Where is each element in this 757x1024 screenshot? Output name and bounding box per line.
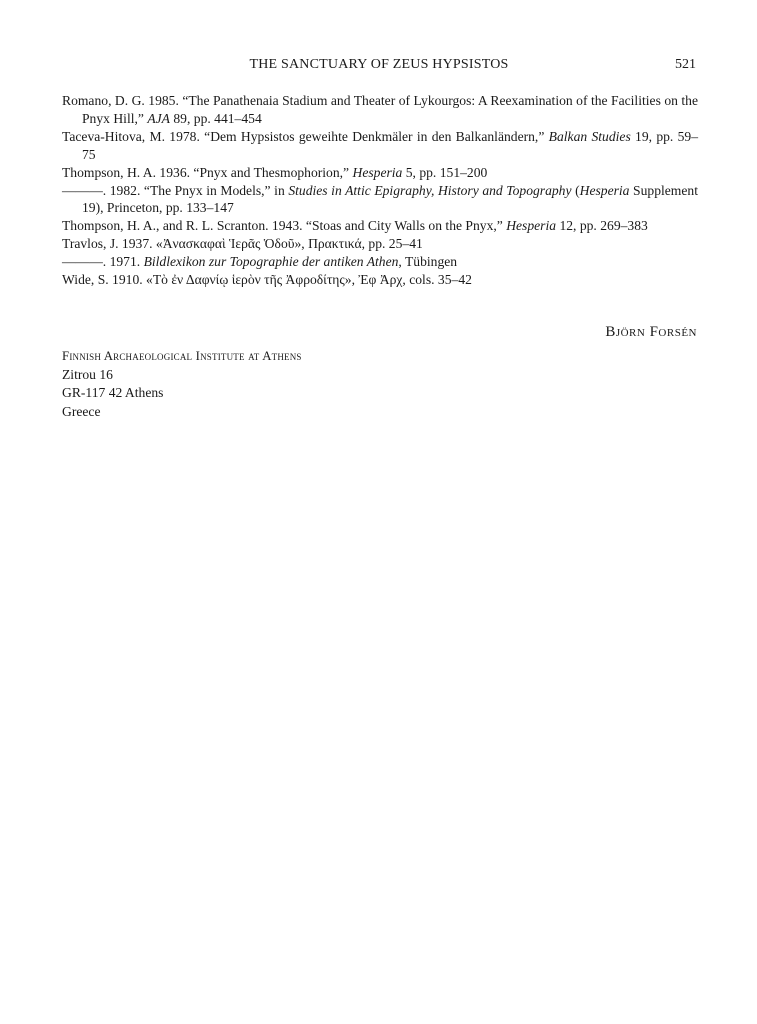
book-title: Studies in Attic Epigraphy, History and Topography	[288, 182, 572, 198]
author-address	[62, 347, 302, 421]
journal-title: Hesperia	[579, 182, 630, 198]
reference-entry	[62, 235, 698, 253]
reference-text: ———. 1982. “The Pnyx in Models,” in	[62, 182, 289, 198]
reference-entry	[62, 128, 698, 164]
page-number: 521	[675, 57, 696, 72]
institute-name: Finnish Archaeological Institute at Athens	[62, 349, 302, 363]
journal-title: Balkan Studies	[548, 128, 631, 144]
reference-text: Travlos, J. 1937. «Ἀνασκαφαὶ Ἱερᾶς Ὁδοῦ», Πρακτικά, pp. 25–41	[62, 236, 423, 252]
address-country: Greece	[62, 403, 101, 419]
book-title: Bildlexikon zur Topographie der antiken Athen	[143, 254, 399, 270]
reference-list	[62, 92, 698, 289]
journal-title: Hesperia	[352, 164, 403, 180]
reference-entry	[62, 164, 698, 182]
reference-text: ———. 1971.	[62, 254, 144, 270]
reference-text: Thompson, H. A., and R. L. Scranton. 1943. “Stoas and City Walls on the Pnyx,”	[62, 218, 507, 234]
reference-entry	[62, 92, 698, 128]
address-street: Zitrou 16	[62, 366, 113, 382]
address-city: GR-117 42 Athens	[62, 385, 164, 401]
reference-entry	[62, 253, 698, 271]
reference-text: 19, pp. 59–75	[82, 128, 699, 162]
reference-text: 89, pp. 441–454	[169, 110, 262, 126]
reference-text: Thompson, H. A. 1936. “Pnyx and Thesmophorion,”	[62, 164, 353, 180]
reference-text: Wide, S. 1910. «Τὸ ἐν Δαφνίῳ ἱερὸν τῆς Ἀφροδίτης», Ἐφ Ἀρχ, cols. 35–42	[62, 272, 472, 288]
reference-text: 5, pp. 151–200	[402, 164, 488, 180]
reference-entry	[62, 217, 698, 235]
reference-text: Romano, D. G. 1985. “The Panathenaia Stadium and Theater of Lykourgos: A Reexamination of the Facilities on the Pnyx Hill,”	[62, 93, 698, 126]
reference-text: 12, pp. 269–383	[556, 218, 648, 234]
running-title: THE SANCTUARY OF ZEUS HYPSISTOS	[249, 57, 509, 72]
running-head	[62, 57, 696, 77]
journal-title: AJA	[147, 110, 170, 126]
reference-text: , Tübingen	[398, 254, 458, 270]
journal-title: Hesperia	[506, 218, 557, 234]
author-signature: Björn Forsén	[605, 324, 697, 340]
reference-entry	[62, 271, 698, 289]
reference-entry	[62, 182, 698, 218]
reference-text: Taceva-Hitova, M. 1978. “Dem Hypsistos geweihte Denkmäler in den Balkanländern,”	[62, 128, 549, 144]
reference-text: (	[571, 182, 580, 198]
reference-text: Supplement 19), Princeton, pp. 133–147	[82, 182, 698, 216]
